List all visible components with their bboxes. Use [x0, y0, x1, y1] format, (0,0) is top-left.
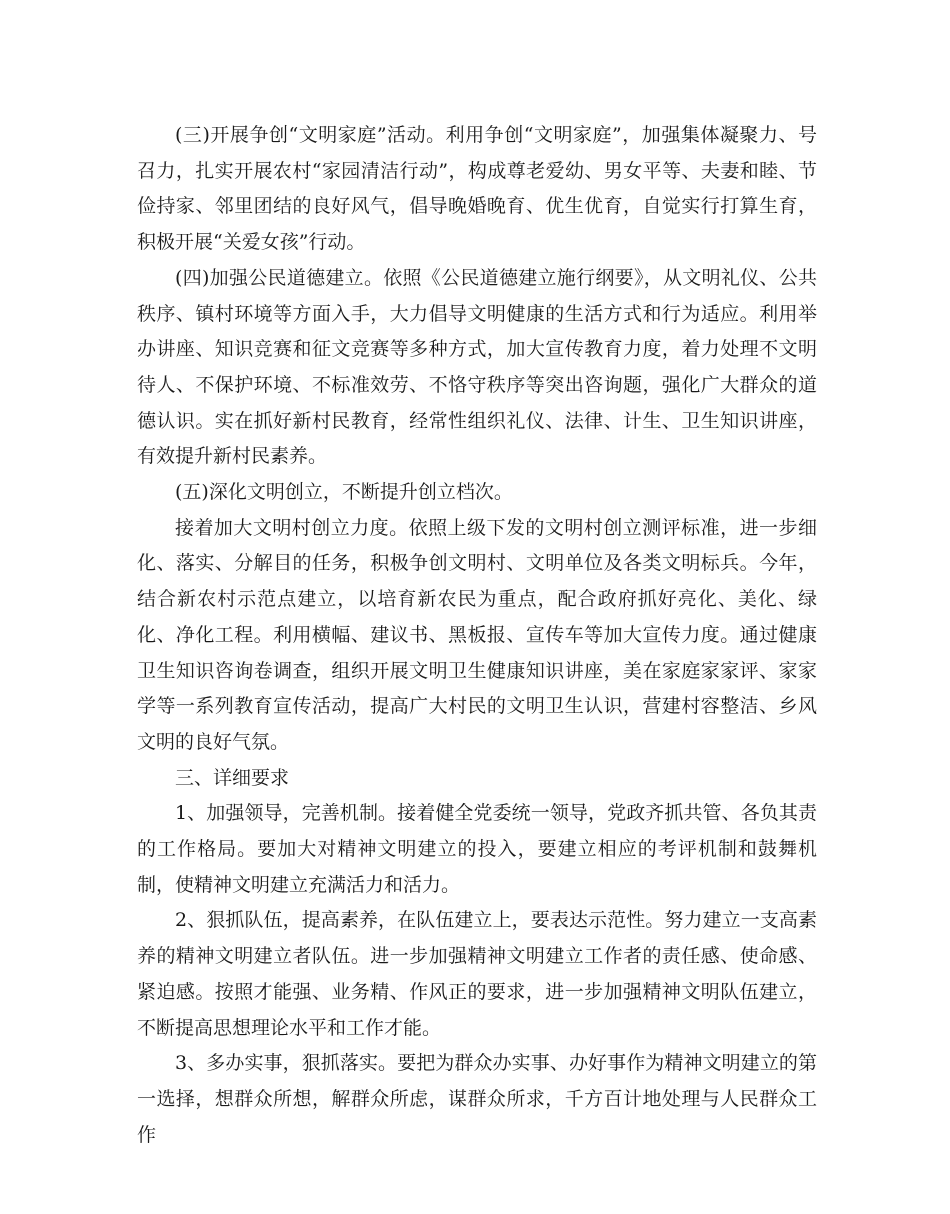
paragraph-deepen-civilization: (五)深化文明创立，不断提升创立档次。: [175, 481, 513, 504]
document-body: [137, 118, 817, 1153]
paragraph-civilized-family: (三)开展争创“文明家庭”活动。利用争创“文明家庭”，加强集体凝聚力、号召力，扎实开展农村“家园清洁行动”，构成尊老爱幼、男女平等、夫妻和睦、节俭持家、邻里团结的良好风气，倡导晚婚晚育、优生优育，自觉实行打算生育，积极开展“关爱女孩”行动。: [137, 124, 817, 254]
paragraph-civic-morality: (四)加强公民道德建立。依照《公民道德建立施行纲要》，从文明礼仪、公共秩序、镇村环境等方面入手，大力倡导文明健康的生活方式和行为适应。利用举办讲座、知识竞赛和征文竞赛等多种方式，加大宣传教育力度，着力处理不文明待人、不保护环境、不标准效劳、不恪守秩序等突出咨询题，强化广大群众的道德认识。实在抓好新村民教育，经常性组织礼仪、法律、计生、卫生知识讲座，有效提升新村民素养。: [137, 266, 817, 468]
paragraph-team-building: 2、狠抓队伍，提高素养，在队伍建立上，要表达示范性。努力建立一支高素养的精神文明建立者队伍。进一步加强精神文明建立工作者的责任感、使命感、紧迫感。按照才能强、业务精、作风正的要求，进一步加强精神文明队伍建立，不断提高思想理论水平和工作才能。: [137, 909, 817, 1039]
paragraph-practical-work: 3、多办实事，狠抓落实。要把为群众办实事、办好事作为精神文明建立的第一选择，想群众所想，解群众所虑，谋群众所求，千方百计地处理与人民群众工作: [137, 1052, 817, 1146]
section-heading-requirements: 三、详细要求: [175, 766, 290, 789]
paragraph-civilized-village: 接着加大文明村创立力度。依照上级下发的文明村创立测评标准，进一步细化、落实、分解目的任务，积极争创文明村、文明单位及各类文明标兵。今年，结合新农村示范点建立，以培育新农民为重点，配合政府抓好亮化、美化、绿化、净化工程。利用横幅、建议书、黑板报、宣传车等加大宣传力度。通过健康卫生知识咨询卷调查，组织开展文明卫生健康知识讲座，美在家庭家家评、家家学等一系列教育宣传活动，提高广大村民的文明卫生认识，营建村容整洁、乡风文明的良好气氛。: [137, 516, 817, 753]
paragraph-leadership: 1、加强领导，完善机制。接着健全党委统一领导，党政齐抓共管、各负其责的工作格局。要加大对精神文明建立的投入，要建立相应的考评机制和鼓舞机制，使精神文明建立充满活力和活力。: [137, 802, 817, 896]
